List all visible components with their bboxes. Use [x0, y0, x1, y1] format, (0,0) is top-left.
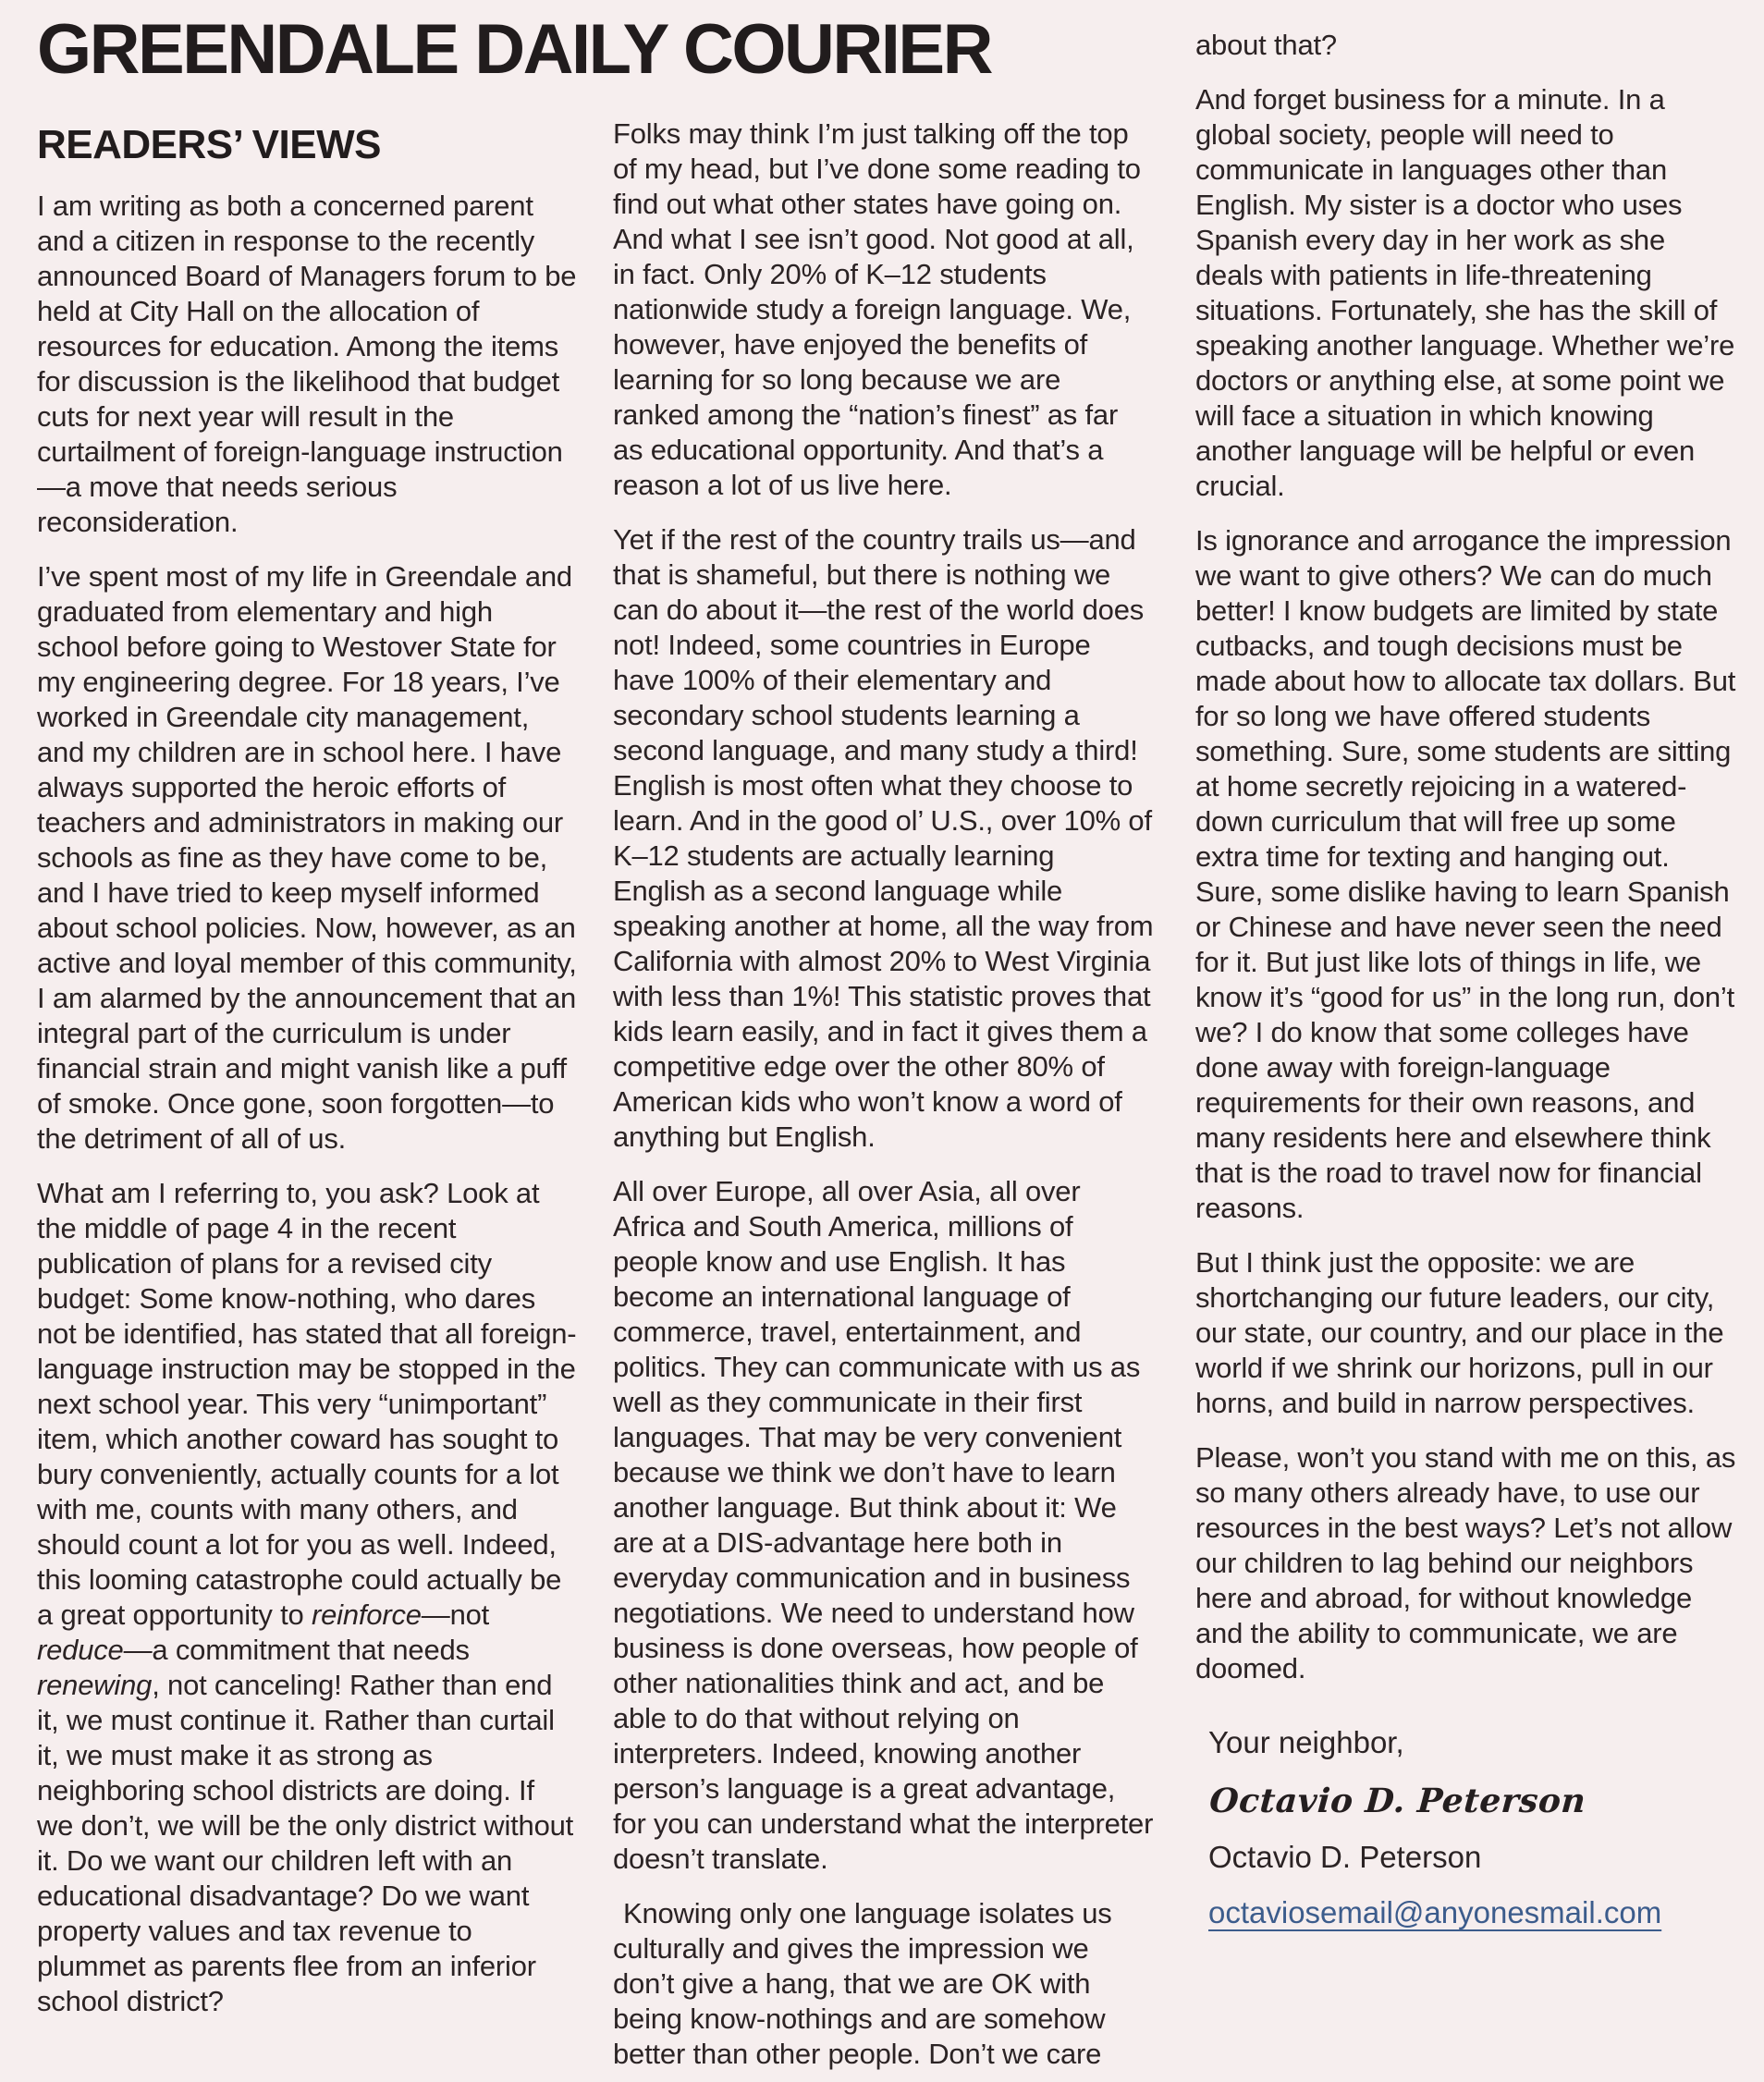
email-link[interactable]: octaviosemail@anyonesmail.com	[1208, 1895, 1662, 1929]
column-3	[1195, 28, 1736, 2082]
paragraph	[1195, 28, 1736, 63]
text-run: Knowing only one language isolates us culturally and gives the impression we don’t give a hang, that we are OK with being know-nothings and are somehow better than other people. Don’t we care	[613, 1897, 1112, 2070]
paragraph	[1195, 1440, 1736, 1686]
paragraph	[613, 522, 1154, 1155]
paragraph	[613, 1896, 1154, 2072]
column-2	[613, 116, 1154, 2082]
text-run: —a commitment that needs	[123, 1634, 470, 1667]
text-run: Yet if the rest of the country trails us—and that is shameful, but there is nothing we can do about it—the rest of the world does not! Indeed, some countries in Europe have 100% of their elementary and secondary school students learning a second language, and many study a third! English is most often what they choose to learn. And in the good ol’ U.S., over 10% of K–12 students are actually learning English as a second language while speaking another at home, all the way from California with almost 20% to West Virginia with less than 1%! This statistic proves that kids learn easily, and in fact it gives them a competitive edge over the other 80% of American kids who won’t know a word of anything but English.	[613, 523, 1154, 1153]
page-layout	[37, 10, 1738, 2082]
signature-salutation: Your neighbor,	[1208, 1725, 1404, 1759]
column-1-paragraphs	[37, 189, 578, 2019]
text-run: about that?	[1195, 29, 1337, 61]
emphasized-text: renewing	[37, 1669, 153, 1702]
text-run: And forget business for a minute. In a global society, people will need to communicate in languages other than English. My sister is a doctor who uses Spanish every day in her work as she deals with patients in life-threatening situations. Fortunately, she has the skill of speaking another language. Whether we’re doctors or anything else, at some point we will face a situation in which knowing another language will be helpful or even crucial.	[1195, 83, 1735, 502]
text-run: Is ignorance and arrogance the impression we want to give others? We can do much better! I know budgets are limited by state cutbacks, and tough decisions must be made about how to allocate tax dollars. But for so long we have offered students something. Sure, some students are sitting at home secretly rejoicing in a watered-down curriculum that will free up some extra time for texting and hanging out. Sure, some dislike having to learn Spanish or Chinese and have never seen the need for it. But just like lots of things in life, we know it’s “good for us” in the long run, don’t we? I do know that some colleges have done away with foreign-language requirements for their own reasons, and many residents here and elsewhere think that is the road to travel now for financial reasons.	[1195, 524, 1736, 1224]
paragraph	[37, 559, 578, 1157]
text-run: I’ve spent most of my life in Greendale and graduated from elementary and high school before going to Westover State for my engineering degree. For 18 years, I’ve worked in Greendale city management, and my children are in school here. I have always supported the heroic efforts of teachers and administrators in making our schools as fine as they have come to be, and I have tried to keep myself informed about school policies. Now, however, as an active and loyal member of this community, I am alarmed by the announcement that an integral part of the curriculum is under financial strain and might vanish like a puff of smoke. Once gone, soon forgotten—to the detriment of all of us.	[37, 560, 577, 1156]
paragraph	[1195, 1245, 1736, 1421]
text-run: All over Europe, all over Asia, all over Africa and South America, millions of people know and use English. It has become an international language of commerce, travel, entertainment, and politics. They can communicate with us as well as they communicate in their first languages. That may be very convenient because we think we don’t have to learn another language. But think about it: We are at a DIS-advantage here both in everyday communication and in business negotiations. We need to understand how business is done overseas, how people of other nationalities think and act, and be able to do that without relying on interpreters. Indeed, knowing another person’s language is a great advantage, for you can understand what the interpreter doesn’t translate.	[613, 1175, 1154, 1875]
signature-block	[1195, 1725, 1736, 1930]
text-run: What am I referring to, you ask? Look at the middle of page 4 in the recent publication of plans for a revised city budget: Some know-nothing, who dares not be identified, has stated that all foreign-language instruction may be stopped in the next school year. This very “unimportant” item, which another coward has sought to bury conveniently, actually counts for a lot with me, counts with many others, and should count a lot for you as well. Indeed, this looming catastrophe could actually be a great opportunity to	[37, 1177, 577, 1632]
paragraph	[37, 189, 578, 540]
column-pair	[37, 116, 1154, 2082]
paragraph	[613, 116, 1154, 503]
text-run: I am writing as both a concerned parent and a citizen in response to the recently announced Board of Managers forum to be held at City Hall on the allocation of resources for education. Among the items for discussion is the likelihood that budget cuts for next year will result in the curtailment of foreign-language instruction—a move that needs serious reconsideration.	[37, 190, 577, 539]
text-run: But I think just the opposite: we are shortchanging our future leaders, our city, our state, our country, and our place in the world if we shrink our horizons, pull in our horns, and build in narrow perspectives.	[1195, 1246, 1724, 1419]
text-run: —not	[421, 1598, 490, 1632]
masthead-title: GREENDALE DAILY COURIER	[37, 10, 991, 89]
text-run: , not canceling! Rather than end it, we must continue it. Rather than curtail it, we must make it as strong as neighboring school districts are doing. If we don’t, we will be the only district without it. Do we want our children left with an educational disadvantage? Do we want property values and tax revenue to plummet as parents flee from an inferior school district?	[37, 1669, 574, 2018]
paragraph	[1195, 82, 1736, 504]
paragraph	[37, 1176, 578, 2019]
handwritten-signature: Octavio D. Peterson	[1207, 1782, 1587, 1820]
paragraph	[613, 1174, 1154, 1877]
text-run: Please, won’t you stand with me on this, as so many others already have, to use our resources in the best ways? Let’s not allow our children to lag behind our neighbors here and abroad, for without knowledge and the ability to communicate, we are doomed.	[1195, 1441, 1736, 1684]
text-run: Folks may think I’m just talking off the top of my head, but I’ve done some reading to find out what other states have going on. And what I see isn’t good. Not good at all, in fact. Only 20% of K–12 students nationwide study a foreign language. We, however, have enjoyed the benefits of learning for so long because we are ranked among the “nation’s finest” as far as educational opportunity. And that’s a reason a lot of us live here.	[613, 117, 1141, 501]
section-heading: READERS’ VIEWS	[37, 122, 381, 167]
emphasized-text: reduce	[37, 1634, 124, 1667]
masthead-and-first-columns	[37, 10, 1154, 2082]
column-1	[37, 116, 578, 2082]
column-2-paragraphs	[613, 116, 1154, 2072]
column-3-paragraphs	[1195, 28, 1736, 1686]
signature-email-line	[1208, 1895, 1736, 1930]
paragraph	[1195, 523, 1736, 1226]
emphasized-text: reinforce	[311, 1598, 422, 1632]
signature-printed-name: Octavio D. Peterson	[1208, 1840, 1482, 1874]
